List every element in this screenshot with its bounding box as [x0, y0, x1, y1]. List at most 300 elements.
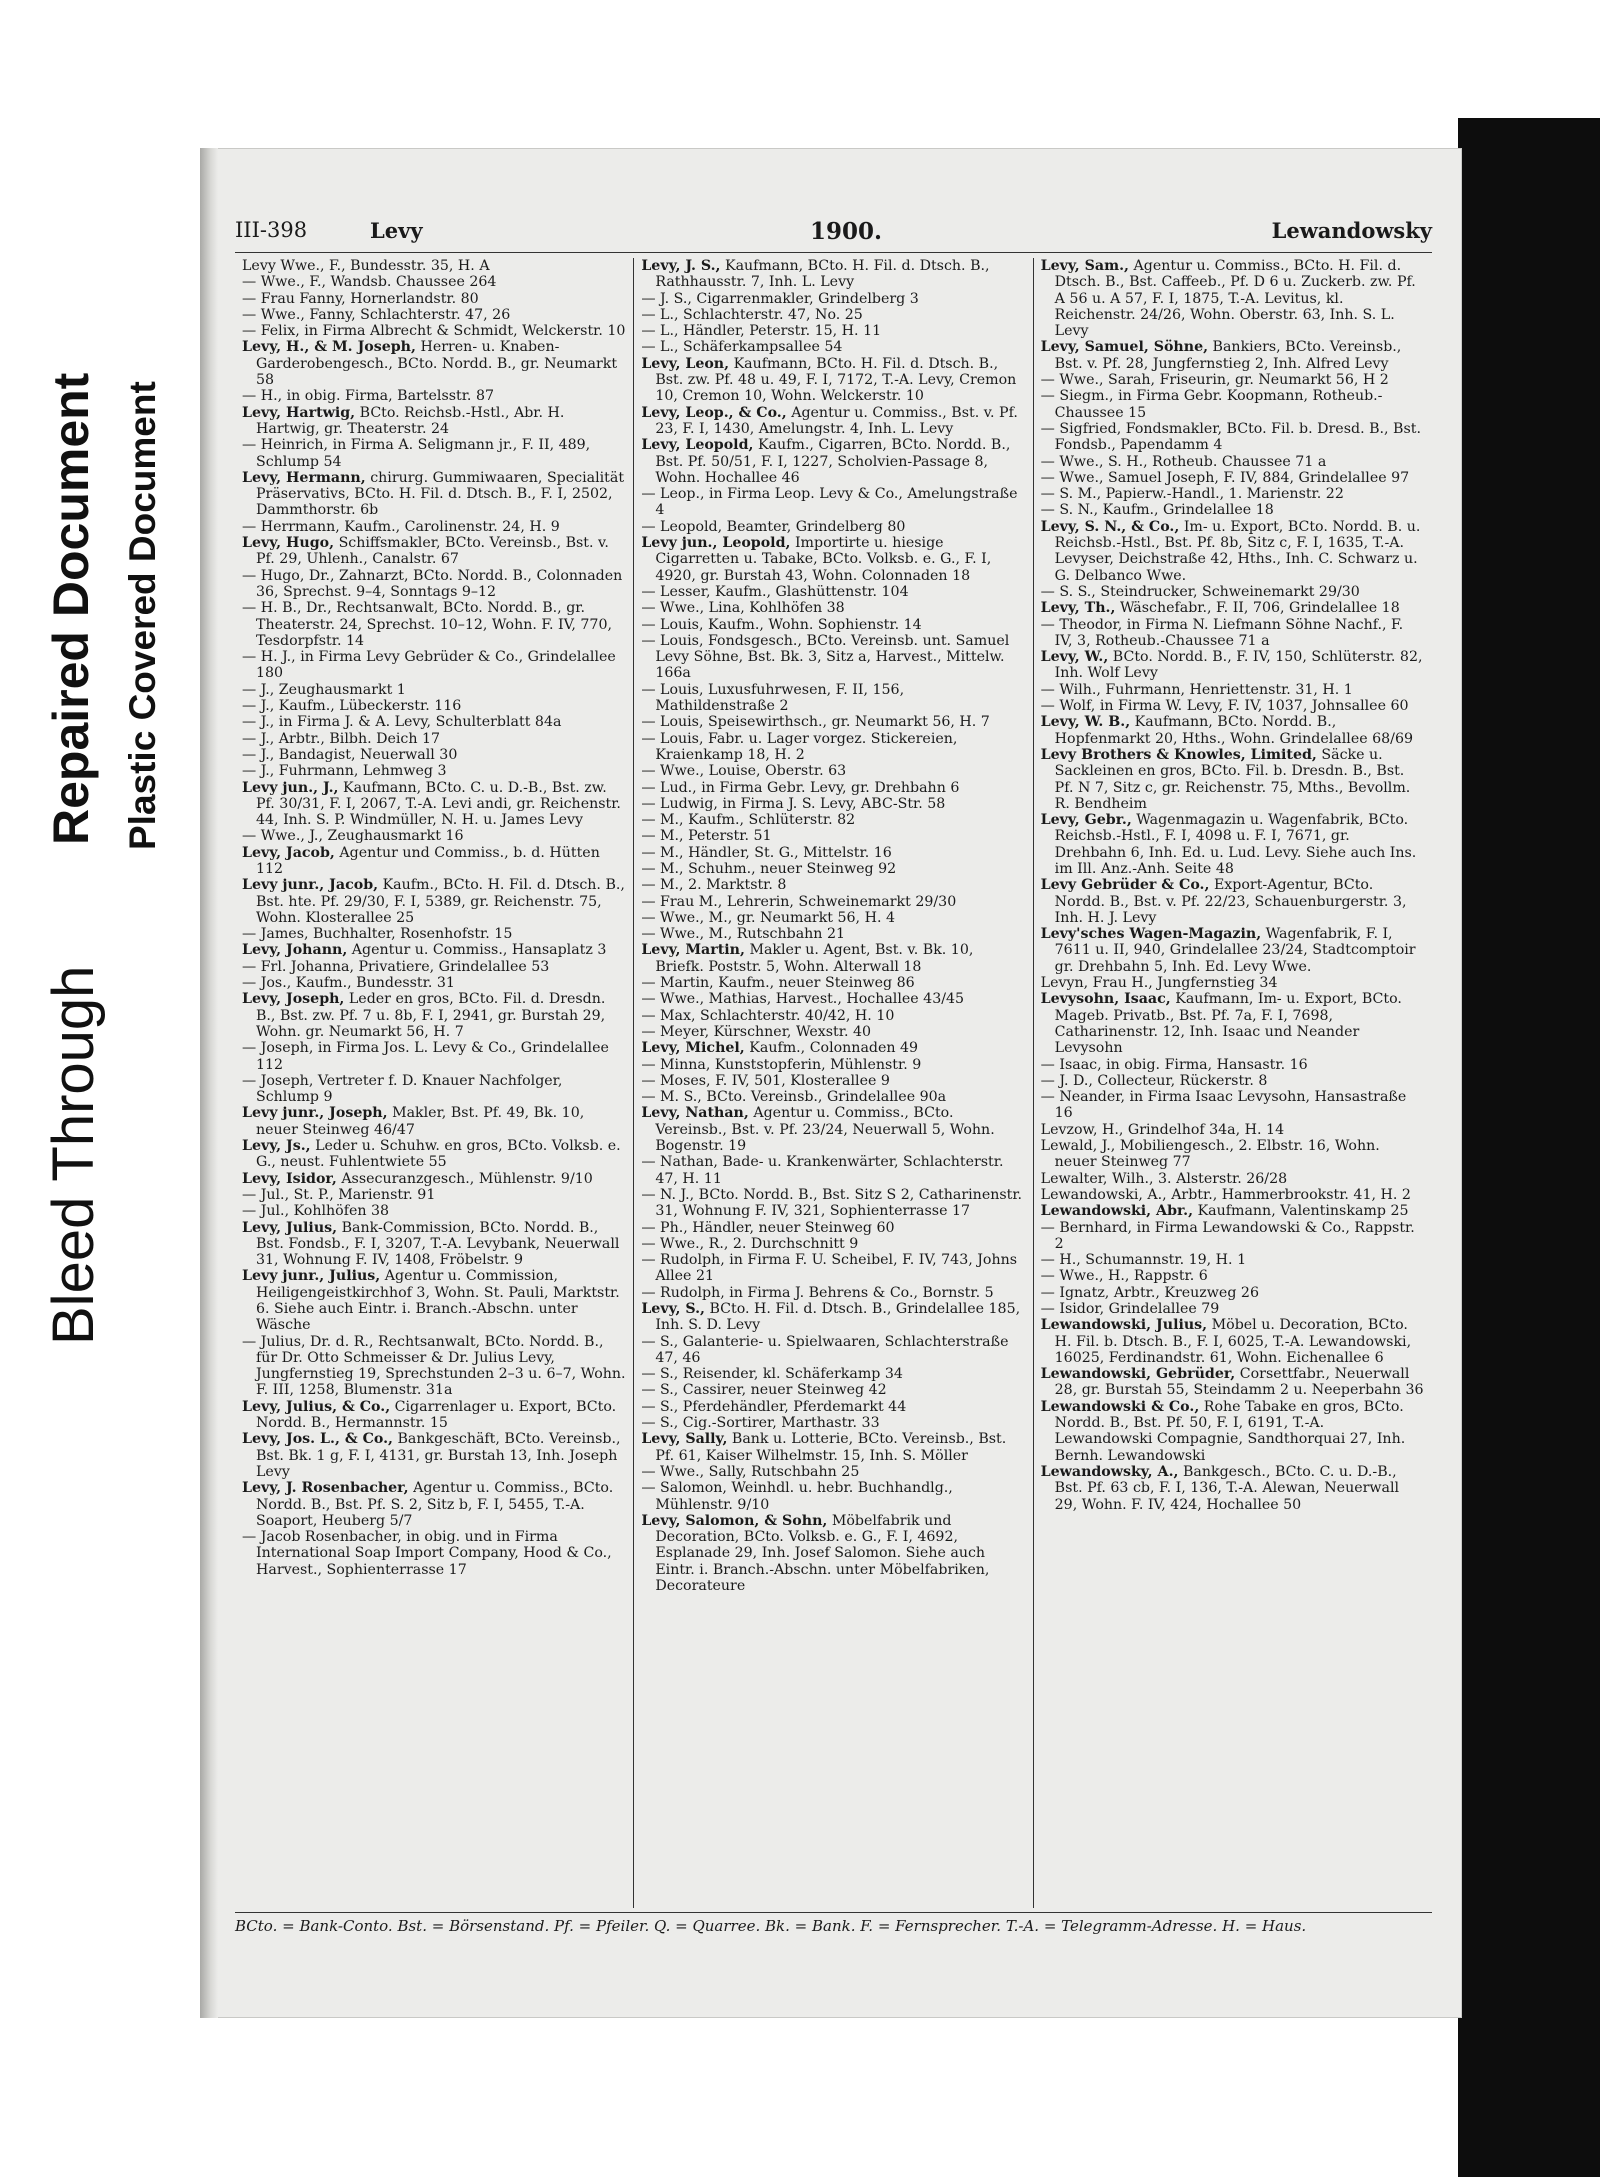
directory-entry: [242, 568, 626, 601]
entry-name: Levy, Th.,: [1040, 600, 1116, 617]
abbreviation-legend: BCto. = Bank-Conto. Bst. = Börsenstand. Pf. = Pfeiler. Q. = Quarree. Bk. = Bank. F. = Fernsprecher. T.-A. = Telegramm-Adresse. H. = Haus.: [235, 1912, 1432, 1935]
directory-entry: [641, 1220, 1025, 1236]
directory-entry: [641, 1301, 1025, 1334]
entry-text: Levy Wwe., F., Bundesstr. 35, H. A: [242, 258, 490, 274]
entry-text: Agentur u. Commiss., Bst. v. Pf. 23, F. I, 1430, Amelungstr. 4, Inh. L. Levy: [655, 404, 1018, 437]
repaired-document-label: Repaired Document: [43, 372, 99, 845]
entry-text: Herren- u. Knaben-Garderobengesch., BCto. Nordd. B., gr. Neumarkt 58: [256, 339, 618, 389]
entry-text: Cigarrenlager u. Export, BCto. Nordd. B., Hermannstr. 15: [256, 1398, 617, 1432]
directory-entry: [242, 698, 626, 714]
directory-entry: [641, 1236, 1025, 1252]
directory-entry: [1041, 1171, 1425, 1187]
entry-name: Levy, Joseph,: [242, 991, 345, 1008]
directory-entry: [1041, 1366, 1425, 1399]
entry-name: Levy, Julius, & Co.,: [242, 1398, 391, 1415]
directory-entry: [1041, 926, 1425, 975]
entry-text: — Louis, Kaufm., Wohn. Sophienstr. 14: [641, 616, 922, 633]
directory-entry: [641, 1480, 1025, 1513]
directory-entry: [641, 682, 1025, 715]
entry-name: Levy Gebrüder & Co.,: [1040, 877, 1210, 894]
entry-text: Möbelfabrik und Decoration, BCto. Volksb. e. G., F. I, 4692, Esplanade 29, Inh. Josef Salomon. Siehe auch Eintr. i. Branch.-Abschn. unter Möbelfabriken, Decorateure: [655, 1512, 990, 1595]
entry-text: Rohe Tabake en gros, BCto. Nordd. B., Bst. Pf. 50, F. I, 6191, T.-A. Lewandowski Compagnie, Sandthorquai 27, Inh. Bernh. Lewandowski: [1054, 1398, 1406, 1464]
directory-entry: [1041, 649, 1425, 682]
entry-text: Wagenmagazin u. Wagenfabrik, BCto. Reichsb.-Hstl., F. I, 4098 u. F. I, 7671, gr. Drehbahn 6, Inh. Ed. u. Lud. Levy. Siehe auch Ins. im Ill. Anz.-Anh. Seite 48: [1054, 812, 1417, 877]
entry-text: — Rudolph, in Firma J. Behrens & Co., Bornstr. 5: [641, 1284, 994, 1301]
directory-entry: [1041, 682, 1425, 698]
directory-entry: [242, 1040, 626, 1073]
entry-name: Levy, Js.,: [242, 1138, 311, 1155]
entry-text: — M., Händler, St. G., Mittelstr. 16: [641, 844, 892, 861]
entry-text: Makler, Bst. Pf. 49, Bk. 10, neuer Steinweg 46/47: [256, 1105, 585, 1138]
entry-text: — Hugo, Dr., Zahnarzt, BCto. Nordd. B., Colonnaden 36, Sprechst. 9–4, Sonntags 9–12: [242, 567, 623, 600]
entry-text: — Wwe., F., Wandsb. Chaussee 264: [242, 274, 497, 291]
entry-text: — Heinrich, in Firma A. Seligmann jr., F. II, 489, Schlump 54: [242, 437, 591, 470]
entry-text: Bankiers, BCto. Vereinsb., Bst. v. Pf. 28, Jungfernstieg 2, Inh. Alfred Levy: [1054, 339, 1402, 372]
entry-name: Lewandowski & Co.,: [1040, 1398, 1200, 1415]
entry-text: Bankgeschäft, BCto. Vereinsb., Bst. Bk. 1 g, F. I, 4131, gr. Burstah 13, Inh. Joseph Levy: [256, 1431, 621, 1480]
directory-entry: [641, 731, 1025, 764]
page-number: III-398: [235, 218, 308, 242]
entry-name: Lewandowsky, A.,: [1040, 1463, 1179, 1480]
directory-entry: [641, 1382, 1025, 1398]
entry-name: Levy, Hermann,: [242, 469, 366, 486]
entry-text: — Wilh., Fuhrmann, Henriettenstr. 31, H. 1: [1040, 681, 1353, 698]
directory-entry: [641, 780, 1025, 796]
entry-text: — S., Galanterie- u. Spielwaaren, Schlachterstraße 47, 46: [641, 1333, 1009, 1366]
entry-text: — Joseph, in Firma Jos. L. Levy & Co., Grindelallee 112: [242, 1040, 609, 1073]
directory-entry: [1041, 1399, 1425, 1464]
entry-name: Levy, Nathan,: [641, 1105, 749, 1122]
directory-entry: [641, 356, 1025, 405]
entry-text: — Wwe., S. H., Rotheub. Chaussee 71 a: [1040, 453, 1327, 470]
directory-entry: [242, 470, 626, 519]
directory-entry: [242, 388, 626, 404]
entry-text: — Ludwig, in Firma J. S. Levy, ABC-Str. 58: [641, 795, 946, 812]
directory-column-3: [1033, 258, 1432, 1908]
entry-name: Levy'sches Wagen-Magazin,: [1040, 926, 1262, 943]
entry-text: — Rudolph, in Firma F. U. Scheibel, F. IV, 743, Johns Allee 21: [641, 1252, 1018, 1285]
directory-entry: [242, 307, 626, 323]
entry-text: Im- u. Export, BCto. Nordd. B. u. Reichsb.-Hstl., Bst. Pf. 8b, Sitz c, F. I, 1635, T.-A. Levyser, Deichstraße 42, Hths., Inh. C. Schwarz u. G. Delbanco Wwe.: [1054, 518, 1421, 584]
entry-name: Lewandowski, Julius,: [1040, 1317, 1208, 1334]
directory-entry: [1041, 421, 1425, 454]
entry-text: Kaufm., Cigarren, BCto. Nordd. B., Bst. Pf. 50/51, F. I, 1227, Scholvien-Passage 8, Wohn. Hochallee 46: [655, 437, 1011, 486]
directory-entry: [641, 405, 1025, 438]
directory-entry: [242, 274, 626, 290]
entry-text: — James, Buchhalter, Rosenhofstr. 15: [242, 926, 513, 943]
directory-entry: [1041, 454, 1425, 470]
directory-entry: [641, 845, 1025, 861]
entry-name: Levy, W.,: [1040, 649, 1109, 666]
entry-name: Levy Brothers & Knowles, Limited,: [1040, 746, 1317, 763]
entry-name: Levy, Michel,: [641, 1040, 745, 1057]
directory-entry: [641, 714, 1025, 730]
entry-text: BCto. H. Fil. d. Dtsch. B., Grindelallee 185, Inh. S. D. Levy: [655, 1301, 1021, 1334]
entry-text: Kaufmann, Im- u. Export, BCto. Mageb. Privatb., Bst. Pf. 7a, F. I, 7698, Catharinenstr. 12, Inh. Isaac und Neander Levysohn: [1054, 991, 1402, 1057]
entry-text: Leder u. Schuhw. en gros, BCto. Volksb. e. G., neust. Fuhlentwiete 55: [256, 1138, 621, 1171]
entry-text: Kaufm., Colonnaden 49: [749, 1040, 919, 1057]
entry-text: — Theodor, in Firma N. Liefmann Söhne Nachf., F. IV, 3, Rotheub.-Chaussee 71 a: [1040, 616, 1404, 649]
directory-entry: [1041, 339, 1425, 372]
entry-name: Levy, Hartwig,: [242, 404, 356, 421]
entry-text: — Siegm., in Firma Gebr. Koopmann, Rotheub.-Chaussee 15: [1040, 388, 1383, 421]
directory-entry: [1041, 1268, 1425, 1284]
entry-text: — Meyer, Kürschner, Wexstr. 40: [641, 1023, 872, 1040]
entry-text: Schiffsmakler, BCto. Vereinsb., Bst. v. Pf. 29, Uhlenh., Canalstr. 67: [256, 535, 609, 568]
entry-text: Kaufmann, BCto. H. Fil. d. Dtsch. B., Bst. zw. Pf. 48 u. 49, F. I, 7172, T.-A. Levy, Cremon 10, Cremon 10, Wohn. Welckerstr. 10: [655, 355, 1017, 405]
entry-text: Levyn, Frau H., Jungfernstieg 34: [1040, 975, 1278, 992]
entry-name: Levy jun., Leopold,: [641, 535, 791, 552]
entry-text: — Leop., in Firma Leop. Levy & Co., Amelungstraße 4: [641, 486, 1018, 519]
directory-entry: [641, 1415, 1025, 1431]
directory-column-2: [633, 258, 1032, 1908]
directory-entry: [1041, 1057, 1425, 1073]
entry-text: — S., Reisender, kl. Schäferkamp 34: [641, 1366, 903, 1383]
entry-text: — S., Cig.-Sortirer, Marthastr. 33: [641, 1415, 880, 1432]
directory-entry: [641, 486, 1025, 519]
directory-entry: [1041, 600, 1425, 616]
entry-text: Importirte u. hiesige Cigarretten u. Tabake, BCto. Volksb. e. G., F. I, 4920, gr. Burstah 43, Wohn. Colonnaden 18: [655, 535, 992, 584]
directory-entry: [641, 1187, 1025, 1220]
entry-text: Kaufmann, Valentinskamp 25: [1197, 1203, 1409, 1220]
directory-columns: [235, 258, 1432, 1908]
directory-entry: [1041, 747, 1425, 812]
directory-entry: [242, 682, 626, 698]
entry-text: — Wwe., Fanny, Schlachterstr. 47, 26: [242, 306, 511, 323]
entry-name: Levy, Sam.,: [1040, 258, 1129, 274]
directory-entry: [1041, 258, 1425, 339]
entry-text: — Felix, in Firma Albrecht & Schmidt, Welckerstr. 10: [242, 323, 626, 340]
entry-text: Agentur u. Commiss., BCto. H. Fil. d. Dtsch. B., Bst. Caffeeb., Pf. D 6 u. Zuckerb. zw. Pf. A 56 u. A 57, F. I, 1875, T.-A. Levitus, kl. Reichenstr. 24/26, Wohn. Oberstr. 63, Inh. S. L. Levy: [1054, 258, 1416, 340]
directory-entry: [242, 519, 626, 535]
entry-text: — L., Schlachterstr. 47, No. 25: [641, 306, 863, 323]
directory-entry: [641, 600, 1025, 616]
directory-entry: [1041, 714, 1425, 747]
entry-text: — N. J., BCto. Nordd. B., Bst. Sitz S 2, Catharinenstr. 31, Wohnung F. IV, 321, Sophienterrasse 17: [641, 1186, 1023, 1220]
entry-text: — Max, Schlachterstr. 40/42, H. 10: [641, 1007, 895, 1024]
directory-entry: [641, 1057, 1025, 1073]
entry-text: Agentur u. Commiss., BCto. Nordd. B., Bst. Pf. S. 2, Sitz b, F. I, 5455, T.-A. Soaport, Heuberg 5/7: [256, 1480, 614, 1529]
entry-text: BCto. Reichsb.-Hstl., Abr. H. Hartwig, gr. Theaterstr. 24: [256, 404, 565, 437]
directory-entry: [641, 1399, 1025, 1415]
directory-entry: [242, 1171, 626, 1187]
entry-text: — Neander, in Firma Isaac Levysohn, Hansastraße 16: [1040, 1089, 1407, 1122]
directory-entry: [1041, 698, 1425, 714]
directory-entry: [1041, 812, 1425, 877]
directory-entry: [641, 291, 1025, 307]
directory-entry: [1041, 470, 1425, 486]
entry-name: Levysohn, Isaac,: [1040, 991, 1171, 1008]
entry-text: — Lud., in Firma Gebr. Levy, gr. Drehbahn 6: [641, 779, 960, 796]
directory-entry: [242, 926, 626, 942]
entry-text: — Ph., Händler, neuer Steinweg 60: [641, 1219, 895, 1236]
entry-text: — Wwe., H., Rappstr. 6: [1040, 1268, 1208, 1285]
directory-entry: [641, 584, 1025, 600]
entry-name: Levy, J. Rosenbacher,: [242, 1480, 409, 1497]
entry-text: — S. N., Kaufm., Grindelallee 18: [1040, 502, 1274, 519]
entry-text: — Wwe., Sally, Rutschbahn 25: [641, 1463, 860, 1480]
directory-entry: [641, 1024, 1025, 1040]
entry-text: — Jul., Kohlhöfen 38: [242, 1203, 390, 1220]
entry-text: — J. D., Collecteur, Rückerstr. 8: [1040, 1072, 1268, 1089]
entry-text: — S. S., Steindrucker, Schweinemarkt 29/30: [1040, 583, 1360, 600]
entry-text: — Jul., St. P., Marienstr. 91: [242, 1186, 436, 1203]
entry-text: — J., in Firma J. & A. Levy, Schulterblatt 84a: [242, 714, 562, 731]
entry-text: Export-Agentur, BCto. Nordd. B., Bst. v. Pf. 22/23, Schauenburgerstr. 3, Inh. H. J. Levy: [1054, 877, 1407, 926]
directory-entry: [641, 1334, 1025, 1367]
entry-text: Kaufm., BCto. H. Fil. d. Dtsch. B., Bst. hte. Pf. 29/30, F. I, 5389, gr. Reichenstr. 75, Wohn. Klosterallee 25: [256, 877, 625, 926]
directory-entry: [641, 796, 1025, 812]
directory-entry: [641, 617, 1025, 633]
page-header: [235, 218, 1432, 253]
entry-text: Lewald, J., Mobiliengesch., 2. Elbstr. 16, Wohn. neuer Steinweg 77: [1040, 1138, 1380, 1171]
entry-text: — H. B., Dr., Rechtsanwalt, BCto. Nordd. B., gr. Theaterstr. 24, Sprechst. 10–12, Wohn. F. IV, 770, Tesdorpfstr. 14: [242, 600, 612, 649]
directory-entry: [641, 339, 1025, 355]
directory-entry: [1041, 617, 1425, 650]
entry-text: — Ignatz, Arbtr., Kreuzweg 26: [1040, 1284, 1259, 1301]
directory-entry: [641, 926, 1025, 942]
directory-entry: [641, 1431, 1025, 1464]
entry-text: — M. S., BCto. Vereinsb., Grindelallee 90a: [641, 1089, 947, 1106]
entry-name: Levy, J. S.,: [641, 258, 721, 274]
directory-entry: [641, 258, 1025, 291]
entry-text: — M., Kaufm., Schlüterstr. 82: [641, 812, 856, 829]
entry-text: — H., in obig. Firma, Bartelsstr. 87: [242, 388, 494, 405]
entry-name: Levy junr., Julius,: [242, 1268, 381, 1285]
directory-entry: [1041, 1301, 1425, 1317]
entry-text: Lewandowski, A., Arbtr., Hammerbrookstr. 41, H. 2: [1040, 1186, 1411, 1203]
entry-name: Levy, Sally,: [641, 1431, 728, 1448]
entry-text: — Bernhard, in Firma Lewandowski & Co., Rappstr. 2: [1040, 1219, 1415, 1252]
entry-text: — Isidor, Grindelallee 79: [1040, 1301, 1220, 1317]
directory-entry: [242, 1187, 626, 1203]
directory-entry: [242, 991, 626, 1040]
entry-text: — Louis, Fabr. u. Lager vorgez. Stickereien, Kraienkamp 18, H. 2: [641, 730, 958, 763]
directory-entry: [641, 763, 1025, 779]
entry-name: Lewandowski, Gebrüder,: [1040, 1366, 1236, 1383]
directory-entry: [641, 1252, 1025, 1285]
entry-name: Levy, Leop., & Co.,: [641, 404, 787, 421]
entry-text: — J., Fuhrmann, Lehmweg 3: [242, 763, 447, 780]
entry-text: — Wwe., M., gr. Neumarkt 56, H. 4: [641, 909, 895, 926]
directory-entry: [1041, 486, 1425, 502]
entry-text: Agentur u. Commission, Heiligengeistkirchhof 3, Wohn. St. Pauli, Marktstr. 6. Siehe auch Eintr. i. Branch.-Abschn. unter Wäsche: [256, 1268, 620, 1334]
entry-text: — L., Schäferkampsallee 54: [641, 339, 843, 356]
directory-entry: [242, 845, 626, 878]
entry-text: — S., Pferdehändler, Pferdemarkt 44: [641, 1398, 907, 1415]
directory-entry: [1041, 877, 1425, 926]
entry-text: — Lesser, Kaufm., Glashüttenstr. 104: [641, 583, 909, 600]
entry-text: — Nathan, Bade- u. Krankenwärter, Schlachterstr. 47, H. 11: [641, 1154, 1004, 1187]
directory-entry: [1041, 1220, 1425, 1253]
entry-text: — Joseph, Vertreter f. D. Knauer Nachfolger, Schlump 9: [242, 1072, 563, 1106]
bleed-through-label: Bleed Through: [41, 965, 106, 1345]
entry-text: Makler u. Agent, Bst. v. Bk. 10, Briefk. Poststr. 5, Wohn. Alterwall 18: [655, 942, 974, 975]
entry-name: Levy, Gebr.,: [1040, 812, 1132, 829]
entry-text: — Herrmann, Kaufm., Carolinenstr. 24, H. 9: [242, 518, 560, 535]
directory-entry: [641, 1285, 1025, 1301]
entry-name: Levy, S. N., & Co.,: [1040, 518, 1180, 535]
directory-entry: [242, 1480, 626, 1529]
entry-text: — Jacob Rosenbacher, in obig. und in Firma International Soap Import Company, Hood & Co., Harvest., Sophienterrasse 17: [242, 1529, 612, 1578]
entry-text: Säcke u. Sackleinen en gros, BCto. Fil. b. Dresdn. B., Bst. Pf. N 7, Sitz c, gr. Reichenstr. 75, Mths., Bevollm. R. Bendheim: [1054, 746, 1411, 812]
directory-entry: [641, 535, 1025, 584]
directory-entry: [1041, 502, 1425, 518]
directory-entry: [1041, 1138, 1425, 1171]
entry-text: Assecuranzgesch., Mühlenstr. 9/10: [341, 1170, 593, 1187]
directory-entry: [242, 1529, 626, 1578]
entry-name: Levy, Martin,: [641, 942, 745, 959]
entry-name: Levy, S.,: [641, 1301, 705, 1317]
directory-entry: [641, 877, 1025, 893]
entry-text: — Wwe., Mathias, Harvest., Hochallee 43/45: [641, 991, 965, 1008]
entry-text: — Isaac, in obig. Firma, Hansastr. 16: [1040, 1056, 1308, 1073]
entry-text: — M., Schuhm., neuer Steinweg 92: [641, 860, 897, 877]
directory-entry: [641, 437, 1025, 486]
directory-entry: [242, 600, 626, 649]
entry-text: — Louis, Luxusfuhrwesen, F. II, 156, Mathildenstraße 2: [641, 681, 905, 715]
entry-text: — J., Zeughausmarkt 1: [242, 681, 406, 698]
directory-entry: [242, 975, 626, 991]
directory-entry: [242, 437, 626, 470]
entry-text: — S. M., Papierw.-Handl., 1. Marienstr. 22: [1040, 486, 1344, 503]
directory-entry: [1041, 1089, 1425, 1122]
entry-name: Levy, Isidor,: [242, 1170, 337, 1187]
entry-name: Levy, Julius,: [242, 1219, 338, 1236]
directory-entry: [242, 942, 626, 958]
directory-entry: [641, 894, 1025, 910]
header-right-word: Lewandowsky: [1271, 218, 1432, 243]
directory-entry: [1041, 519, 1425, 584]
directory-entry: [641, 323, 1025, 339]
directory-entry: [242, 780, 626, 829]
directory-entry: [242, 1268, 626, 1333]
entry-name: Levy, Jos. L., & Co.,: [242, 1431, 393, 1448]
directory-entry: [242, 1334, 626, 1399]
entry-text: Wäschefabr., F. II, 706, Grindelallee 18: [1119, 600, 1400, 617]
directory-entry: [1041, 1464, 1425, 1513]
entry-text: — Wwe., Sarah, Friseurin, gr. Neumarkt 56, H 2: [1040, 372, 1389, 389]
entry-text: — Frau Fanny, Hornerlandstr. 80: [242, 290, 479, 307]
entry-name: Levy, Samuel, Söhne,: [1040, 339, 1209, 356]
entry-text: Möbel u. Decoration, BCto. H. Fil. b. Dtsch. B., F. I, 6025, T.-A. Lewandowski, 16025, Ferdinandstr. 61, Wohn. Eichenallee 6: [1054, 1317, 1412, 1366]
page-spine: [200, 148, 218, 2018]
entry-name: Levy junr., Joseph,: [242, 1105, 388, 1122]
directory-entry: [242, 405, 626, 438]
directory-entry: [242, 1138, 626, 1171]
entry-text: — M., Peterstr. 51: [641, 828, 772, 845]
entry-text: — J., Kaufm., Lübeckerstr. 116: [242, 698, 462, 715]
entry-text: — S., Cassirer, neuer Steinweg 42: [641, 1382, 887, 1399]
entry-text: Levzow, H., Grindelhof 34a, H. 14: [1040, 1121, 1285, 1138]
directory-entry: [242, 959, 626, 975]
entry-text: — Wwe., Louise, Oberstr. 63: [641, 763, 847, 780]
entry-text: — Wwe., Samuel Joseph, F. IV, 884, Grindelallee 97: [1040, 469, 1410, 486]
entry-name: Levy, Jacob,: [242, 844, 335, 861]
scan-background: [1458, 118, 1600, 2177]
entry-text: — Wwe., J., Zeughausmarkt 16: [242, 828, 464, 845]
entry-text: — Sigfried, Fondsmakler, BCto. Fil. b. Dresd. B., Bst. Fondsb., Papendamm 4: [1040, 420, 1421, 454]
entry-text: Kaufmann, BCto. H. Fil. d. Dtsch. B., Rathhausstr. 7, Inh. L. Levy: [655, 258, 990, 291]
entry-text: — L., Händler, Peterstr. 15, H. 11: [641, 323, 882, 340]
directory-entry: [641, 1089, 1025, 1105]
directory-entry: [242, 535, 626, 568]
entry-text: — H., Schumannstr. 19, H. 1: [1040, 1252, 1247, 1269]
entry-text: — J., Bandagist, Neuerwall 30: [242, 746, 458, 763]
entry-text: — Salomon, Weinhdl. u. hebr. Buchhandlg., Mühlenstr. 9/10: [641, 1480, 953, 1513]
header-left-word: Levy: [370, 218, 423, 243]
entry-name: Levy, H., & M. Joseph,: [242, 339, 416, 356]
entry-text: Kaufmann, BCto. C. u. D.-B., Bst. zw. Pf. 30/31, F. I, 2067, T.-A. Levi andi, gr. Reichenstr. 44, Inh. S. P. Windmüller, N. H. u. James Levy: [256, 779, 621, 829]
directory-entry: [1041, 1122, 1425, 1138]
directory-entry: [1041, 1187, 1425, 1203]
entry-text: — Louis, Fondsgesch., BCto. Vereinsb. unt. Samuel Levy Söhne, Bst. Bk. 3, Sitz a, Harvest., Mittelw. 166a: [641, 632, 1010, 682]
entry-text: — Jos., Kaufm., Bundesstr. 31: [242, 975, 455, 992]
directory-entry: [242, 1203, 626, 1219]
directory-entry: [242, 291, 626, 307]
entry-text: — Julius, Dr. d. R., Rechtsanwalt, BCto. Nordd. B., für Dr. Otto Schmeisser & Dr. Julius Levy, Jungfernstieg 19, Sprechstunden 2–3 u. 6–7, Wohn. F. III, 1258, Blumenstr. 31a: [242, 1333, 626, 1399]
directory-entry: [641, 519, 1025, 535]
directory-entry: [242, 747, 626, 763]
directory-entry: [641, 307, 1025, 323]
directory-entry: [641, 828, 1025, 844]
page-content: [235, 218, 1432, 1978]
entry-text: — Wwe., R., 2. Durchschnitt 9: [641, 1235, 859, 1252]
entry-name: Levy, Salomon, & Sohn,: [641, 1512, 828, 1529]
directory-entry: [242, 763, 626, 779]
directory-entry: [641, 1513, 1025, 1594]
entry-text: Agentur und Commiss., b. d. Hütten 112: [256, 844, 600, 877]
directory-entry: [242, 323, 626, 339]
plastic-covered-label: Plastic Covered Document: [122, 381, 163, 850]
entry-text: — H. J., in Firma Levy Gebrüder & Co., Grindelallee 180: [242, 649, 616, 682]
entry-name: Lewandowski, Abr.,: [1040, 1203, 1194, 1220]
header-year: 1900.: [810, 218, 883, 245]
directory-entry: [641, 991, 1025, 1007]
entry-text: Agentur u. Commiss., BCto. Vereinsb., Bst. v. Pf. 23/24, Neuerwall 5, Wohn. Bogenstr. 19: [655, 1105, 995, 1155]
directory-entry: [242, 1431, 626, 1480]
directory-entry: [1041, 1073, 1425, 1089]
entry-name: Levy, Johann,: [242, 942, 348, 959]
entry-text: — Louis, Speisewirthsch., gr. Neumarkt 56, H. 7: [641, 714, 990, 731]
directory-entry: [641, 1040, 1025, 1056]
entry-text: — Wwe., Lina, Kohlhöfen 38: [641, 600, 845, 617]
directory-entry: [242, 731, 626, 747]
directory-entry: [641, 812, 1025, 828]
entry-text: — Martin, Kaufm., neuer Steinweg 86: [641, 975, 915, 992]
entry-text: — Frl. Johanna, Privatiere, Grindelallee 53: [242, 958, 550, 975]
directory-entry: [242, 828, 626, 844]
entry-text: — Leopold, Beamter, Grindelberg 80: [641, 518, 906, 535]
entry-text: Bank u. Lotterie, BCto. Vereinsb., Bst. Pf. 61, Kaiser Wilhelmstr. 15, Inh. S. Möller: [655, 1431, 1007, 1464]
directory-entry: [641, 1073, 1025, 1089]
entry-name: Levy, Leopold,: [641, 437, 754, 454]
entry-text: — Moses, F. IV, 501, Klosterallee 9: [641, 1072, 890, 1089]
entry-text: — Minna, Kunststopferin, Mühlenstr. 9: [641, 1056, 922, 1073]
entry-text: Kaufmann, BCto. Nordd. B., Hopfenmarkt 20, Hths., Wohn. Grindelallee 68/69: [1054, 714, 1414, 747]
directory-entry: [641, 975, 1025, 991]
entry-text: — Wwe., M., Rutschbahn 21: [641, 926, 845, 943]
entry-text: — Wolf, in Firma W. Levy, F. IV, 1037, Johnsallee 60: [1040, 698, 1409, 715]
entry-text: chirurg. Gummiwaaren, Specialität Präservativs, BCto. H. Fil. d. Dtsch. B., F. I, 2502, Dammthorstr. 6b: [256, 469, 625, 519]
entry-text: — Frau M., Lehrerin, Schweinemarkt 29/30: [641, 893, 957, 910]
entry-text: Wagenfabrik, F. I, 7611 u. II, 940, Grindelallee 23/24, Stadtcomptoir gr. Drehbahn 5, Inh. Ed. Levy Wwe.: [1054, 926, 1416, 975]
entry-text: — M., 2. Marktstr. 8: [641, 877, 787, 894]
directory-entry: [1041, 1203, 1425, 1219]
directory-entry: [641, 942, 1025, 975]
directory-entry: [641, 1105, 1025, 1154]
directory-entry: [242, 258, 626, 274]
